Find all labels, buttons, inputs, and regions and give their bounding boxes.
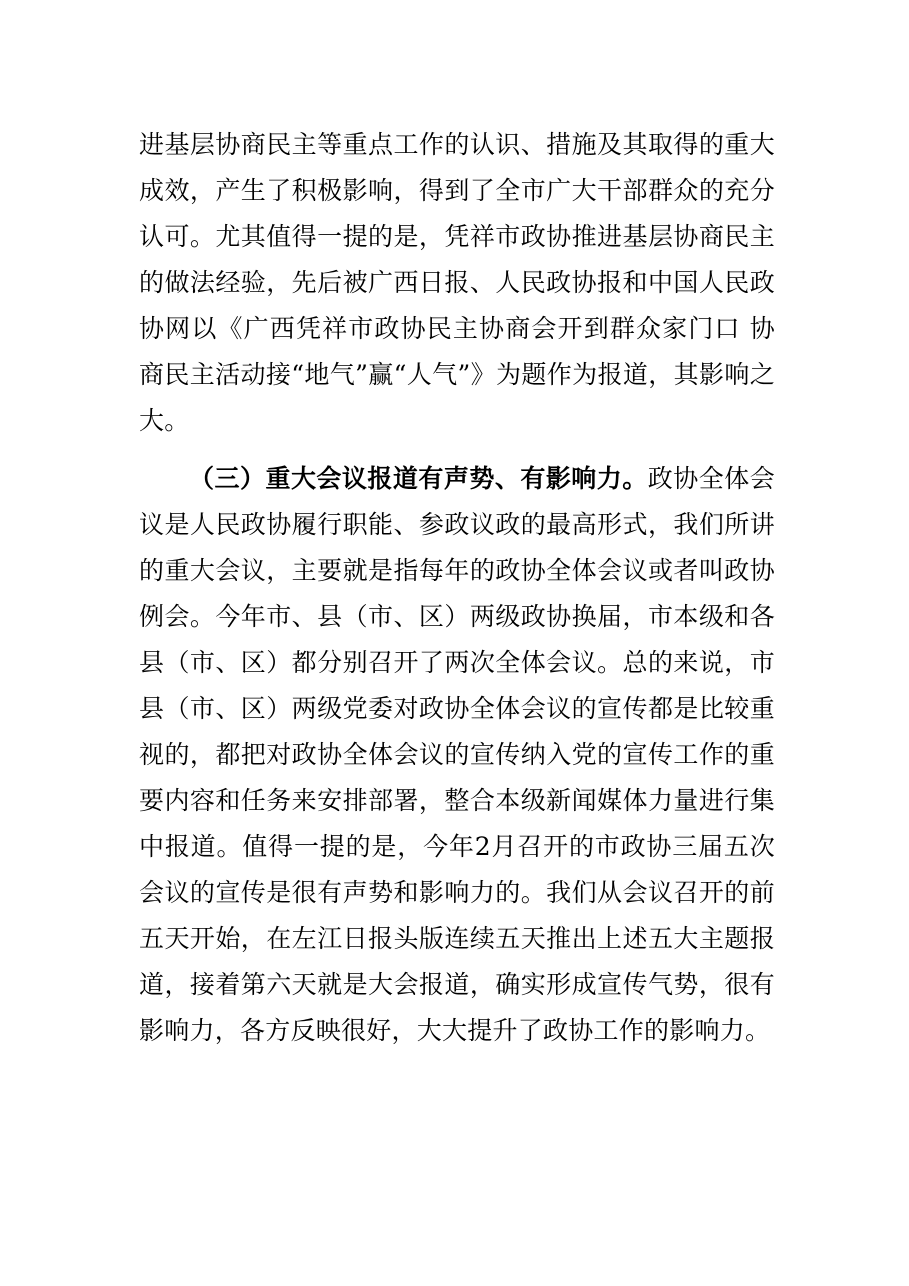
- section-heading: （三）重大会议报道有声势、有影响力。: [189, 464, 648, 493]
- paragraph-continuation: [139, 122, 775, 444]
- paragraph-section-three: [139, 456, 775, 1054]
- paragraph-text: 进基层协商民主等重点工作的认识、措施及其取得的重大成效，产生了积极影响，得到了全市广大干部群众的充分认可。尤其值得一提的是，凭祥市政协推进基层协商民主的做法经验，先后被广西日报、人民政协报和中国人民政协网以《广西凭祥市政协民主协商会开到群众家门口 协商民主活动接“地气”赢“人气”》为题作为报道，其影响之大。: [139, 130, 775, 435]
- paragraph-text: 政协全体会议是人民政协履行职能、参政议政的最高形式，我们所讲的重大会议，主要就是指每年的政协全体会议或者叫政协例会。今年市、县（市、区）两级政协换届，市本级和各县（市、区）都分别召开了两次全体会议。总的来说，市县（市、区）两级党委对政协全体会议的宣传都是比较重视的，都把对政协全体会议的宣传纳入党的宣传工作的重要内容和任务来安排部署，整合本级新闻媒体力量进行集中报道。值得一提的是，今年2月召开的市政协三届五次会议的宣传是很有声势和影响力的。我们从会议召开的前五天开始，在左江日报头版连续五天推出上述五大主题报道，接着第六天就是大会报道，确实形成宣传气势，很有影响力，各方反映很好，大大提升了政协工作的影响力。: [139, 464, 775, 1045]
- document-body: [139, 122, 775, 1054]
